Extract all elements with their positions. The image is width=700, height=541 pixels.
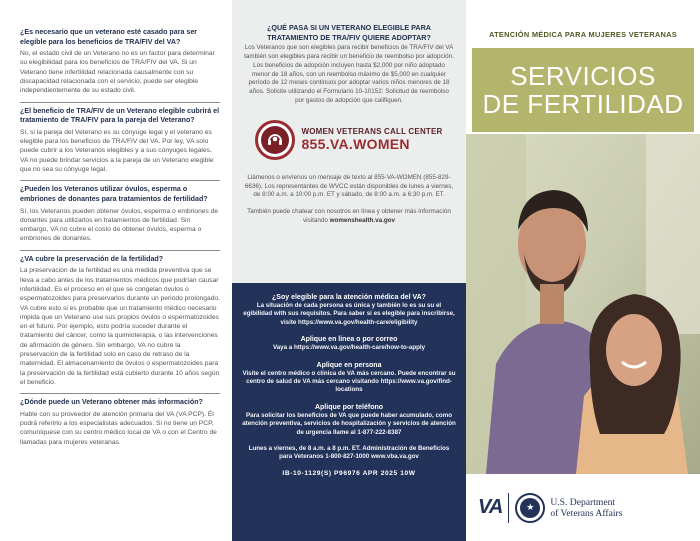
faq-item [20, 107, 220, 175]
faq-panel [0, 0, 232, 541]
cover-title-line1: SERVICIOS [510, 61, 656, 91]
adoption-section [232, 0, 466, 283]
document-code: IB-10-1129(S) P96976 APR 2025 10W [282, 469, 416, 477]
block-heading: Aplique en persona [316, 361, 382, 369]
faq-answer: Hable con su proveedor de atención primaria del VA (VA PCP). Él podrá referirlo a los especialistas adecuados. Si no tiene un PCP, comuníquese con su centro médico local de VA o con el Centro de llamadas para mujeres veteranas. [20, 410, 217, 446]
block-text: Para solicitar los beneficios de VA que puede haber acumulado, como atención preventiva, servicios de hospitalización y servicios de atención de urgencia llame al 1-877-222-8387 [242, 411, 456, 436]
cover-kicker: ATENCIÓN MÉDICA PARA MUJERES VETERANAS [489, 30, 677, 39]
call-center-logo [244, 120, 454, 160]
faq-question: ¿VA cubre la preservación de la fertilidad? [20, 254, 164, 263]
cover-title-box [472, 48, 694, 132]
block-heading: Aplique por teléfono [314, 403, 384, 411]
cover-title-line2: DE FERTILIDAD [482, 89, 684, 119]
faq-item [20, 255, 220, 387]
adoption-question: ¿QUÉ PASA SI UN VETERANO ELEGIBLE PARA TRATAMIENTO DE TRA/FIV QUIERE ADOPTAR? [267, 23, 431, 42]
faq-item [20, 185, 220, 243]
cover-panel [466, 0, 700, 541]
faq-question: ¿Dónde puede un Veterano obtener más información? [20, 398, 203, 407]
faq-question: ¿Pueden los Veteranos utilizar óvulos, esperma o embriones de donantes para tratamientos de fertilidad? [20, 185, 208, 203]
block-text: Lunes a viernes, de 8 a.m. a 8 p.m. ET. Administración de Beneficios para Veteranos 1-800-827-1000 www.vba.va.gov [248, 445, 450, 461]
adoption-answer: Los Veteranos que son elegibles para recibir beneficios de TRA/FIV del VA también son elegibles para recibir un beneficio de reembolso por adopción. Los beneficios de adopción incluyen hasta $2,000 por niño adoptado menor de 18 años, con un reembolso máximo de $5,000 en cualquier período de 12 meses continuos por adoptar varios niños menores de 18 años. Solicite utilizando el Formulario 10-10152: Solicitud de reembolso por gastos de adopción que califiquen. [244, 44, 454, 104]
block-text: La situación de cada persona es única y también lo es su su el egibilidad with sus requisitos. Para saber si es elegible para inscribirse, visite https://www.va.gov/health-care/eligibility [243, 302, 455, 326]
chat-text-body: También puede chatear con nosotros en línea y obtener más información visitando [247, 208, 451, 224]
faq-item [20, 28, 220, 96]
call-text: Llámenos o envíenos un mensaje de texto al 855-VA-WOMEN (855-829-6636). Los representantes de WVCC están disponibles de lunes a viernes, de 8:00 a.m. a 10:00 p.m. ET y sábado, de 8:00 a.m. a 6:30 p.m. ET. [244, 173, 454, 199]
divider [20, 180, 220, 181]
divider [20, 250, 220, 251]
block-heading: Aplique en línea o por correo [300, 336, 398, 344]
apply-section [232, 283, 466, 541]
department-name [550, 497, 622, 519]
eligibility-block [242, 293, 456, 327]
faq-question: ¿El beneficio de TRA/FIV de un Veterano elegible cubrirá el tratamiento de TRA/FIV para la pareja del Veterano? [20, 106, 220, 125]
va-seal-icon: ★ [515, 493, 545, 523]
call-center-name: WOMEN VETERANS CALL CENTER [301, 127, 443, 137]
divider [20, 393, 220, 394]
block-text: Visite el centro médico o clínica de VA más cercano. Puede encontrar su centro de salud de VA más cercano visitando https://www.va.gov/find-locations [242, 369, 456, 394]
hours-block [242, 445, 456, 462]
department-line2: of Veterans Affairs [550, 507, 623, 519]
department-line1: U.S. Department [550, 496, 616, 508]
faq-question: ¿Es necesario que un veterano esté casado para ser elegible para los beneficios de TRA/FIV del VA? [20, 28, 198, 46]
va-logo: VA [478, 496, 503, 518]
divider [20, 102, 220, 103]
block-text: Vaya a https://www.va.gov/health-care/how-to-apply [272, 344, 426, 352]
divider [508, 493, 509, 523]
faq-answer: La preservación de la fertilidad es una medida preventiva que se lleva a cabo antes de los tratamientos médicos que podrían causar infertilidad. Es el proceso en el que se congelan óvulos o espermatozoides para preservarlos durante un periodo prolongado. VA cubre esto si es probable que un tratamiento médico necesario impida que un Veterano use sus propios óvulos o espermatozoides en el futuro. Por ejemplo, esto podría suceder durante el tratamiento del cáncer, como la quimioterapia, o las intervenciones de afirmación de género. Sin embargo, VA no cubre la preservación de la fertilidad solo en caso de retraso de la maternidad. El almacenamiento de óvulos o espermatozoides para la preservación de la fertilidad está cubierto durante 10 años según el beneficio. [20, 267, 221, 386]
faq-answer: Sí, los Veteranos pueden obtener óvulos, esperma o embriones de donantes para utilizarlos en tratamientos de fertilidad. Sin embargo, VA no cubre el costo de obtener óvulos, esperma o embriones de donantes. [20, 207, 219, 243]
couple-photo [466, 134, 700, 474]
chat-link[interactable]: womenshealth.va.gov [329, 216, 396, 224]
headset-icon [255, 120, 295, 160]
faq-item [20, 398, 220, 447]
apply-in-person-block [242, 361, 456, 395]
call-center-phone[interactable]: 855.VA.WOMEN [301, 136, 410, 153]
faq-answer: Sí, si la pareja del Veterano es su cónyuge legal y el veterano es elegible para los beneficios de TRA/FIV del VA. Por ley, VA solo puede cubrir a los Veteranos elegibles y a sus cónyuges legales. VA no puede brindar servicios a la pareja de un Veterano elegible que no sea su cónyuge legal. [20, 128, 214, 174]
va-footer [466, 474, 700, 541]
chat-text [244, 208, 454, 226]
apply-online-block [242, 335, 456, 352]
apply-by-phone-block [242, 403, 456, 437]
block-heading: ¿Soy elegible para la atención médica del VA? [272, 294, 426, 301]
contact-panel [232, 0, 466, 541]
faq-answer: No, el estado civil de un Veterano no es un factor para determinar su elegibilidad para los beneficios de TRA/FIV del VA. Si un Veterano tiene infertilidad relacionada causalmente con su discapacidad relacionada con el servicio, puede ser elegible independientemente de su estado civil. [20, 50, 215, 95]
